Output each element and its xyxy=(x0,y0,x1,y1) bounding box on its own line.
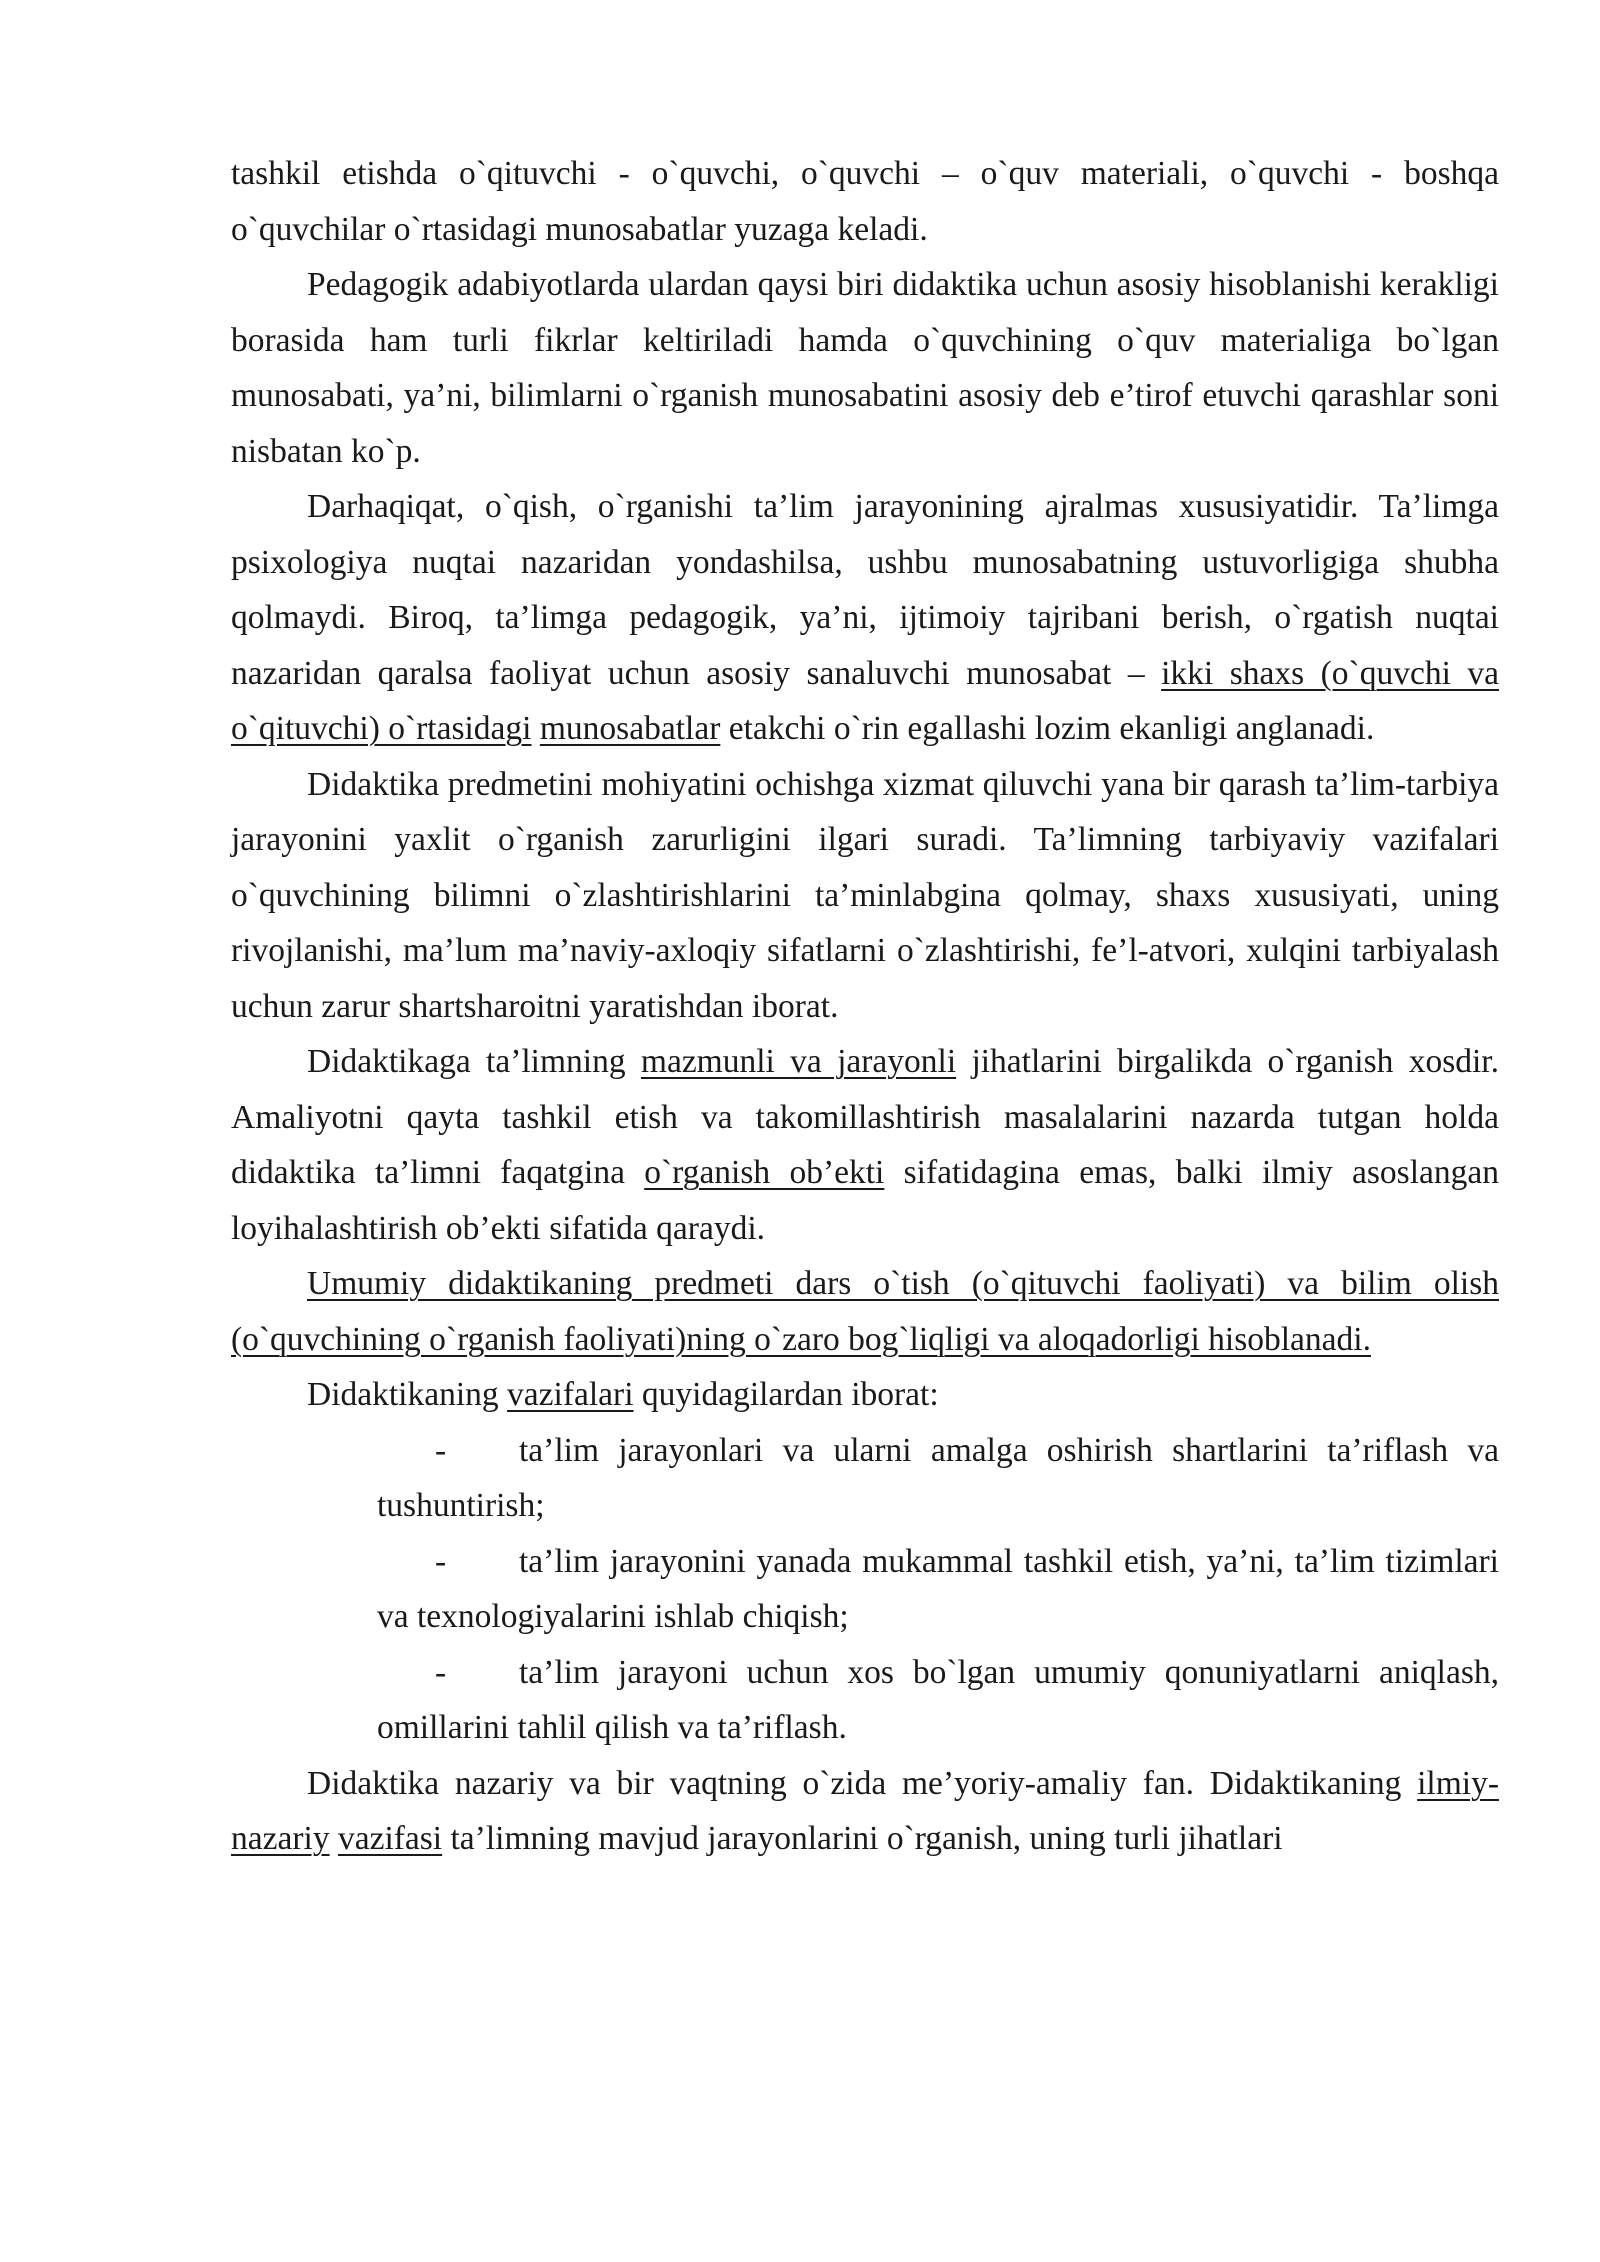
text-run: Didaktikaga ta’limning xyxy=(307,1043,641,1080)
text-run: Pedagogik adabiyotlarda ulardan qaysi biri didaktika uchun asosiy hisoblanishi kerakligi borasida ham turli fikrlar keltiriladi hamda o`quvchining o`quv materialiga bo`lgan munosabati, ya’ni, bilimlarni o`rganish munosabatini asosiy deb e’tirof etuvchi qarashlar soni nisbatan ko`p. xyxy=(231,266,1499,470)
paragraph xyxy=(231,479,1499,757)
text-run: sifatidagina emas, balki ilmiy asoslangan loyihalashtirish ob’ekti sifatida qaraydi. xyxy=(231,1154,1499,1247)
text-run: etakchi o`rin egallashi lozim ekanligi anglanadi. xyxy=(720,710,1375,747)
paragraph xyxy=(231,257,1499,479)
paragraphs-container xyxy=(231,146,1499,1423)
text-run: Didaktika predmetini mohiyatini ochishga xizmat qiluvchi yana bir qarash ta’lim-tarbiya jarayonini yaxlit o`rganish zarurligini ilgari suradi. Ta’limning tarbiyaviy vazifalari o`quvchining bilimni o`zlashtirishlarini ta’minlabgina qolmay, shaxs xususiyati, uning rivojlanishi, ma’lum ma’naviy-axloqiy sifatlarni o`zlashtirishi, fe’l-atvori, xulqini tarbiyalash uchun zarur shartsharoitni yaratishdan iborat. xyxy=(231,765,1499,1025)
text-run: Didaktika nazariy va bir vaqtning o`zida me’yoriy-amaliy fan. Didaktikaning xyxy=(307,1764,1418,1802)
text-run: quyidagilardan iborat: xyxy=(633,1376,939,1413)
text-run: Darhaqiqat, o`qish, o`rganishi ta’lim jarayonining ajralmas xususiyatidir. Ta’limga psixologiya nuqtai nazaridan yondashilsa, ushbu munosabatning ustuvorligiga shubha qolmaydi. Biroq, ta’limga pedagogik, ya’ni, ijtimoiy tajribani berish, o`rgatish nuqtai nazaridan qaralsa faoliyat uchun asosiy sanaluvchi munosabat – xyxy=(231,488,1499,692)
text-run xyxy=(532,710,540,747)
underlined-text: o`rganish ob’ekti xyxy=(644,1154,885,1191)
list-item-text: - ta’lim jarayoni uchun xos bo`lgan umumiy qonuniyatlarni aniqlash, omillarini tahlil qilish va ta’riflash. xyxy=(377,1653,1499,1746)
paragraph xyxy=(231,1256,1499,1367)
list-item-label: ta’lim jarayonlari va ularni amalga oshirish shartlarini ta’riflash va tushuntirish; xyxy=(377,1431,1499,1524)
underlined-text: Umumiy didaktikaning predmeti dars o`tish (o`qituvchi faoliyati) va bilim olish xyxy=(307,1265,1499,1302)
underlined-text: mazmunli va jarayonli xyxy=(640,1043,957,1080)
list-item-text: - ta’lim jarayonlari va ularni amalga oshirish shartlarini ta’riflash va tushuntirish; xyxy=(377,1431,1499,1524)
text-run: tashkil etishda o`qituvchi - o`quvchi, o`quvchi – o`quv materiali, o`quvchi - boshqa o`quvchilar o`rtasidagi munosabatlar yuzaga keladi. xyxy=(231,155,1499,248)
paragraph xyxy=(231,146,1499,257)
task-list xyxy=(231,1423,1499,1756)
underlined-text: (o`quvchining o`rganish faoliyati)ning o`zaro bog`liqligi va aloqadorligi hisoblanadi. xyxy=(231,1320,1371,1358)
paragraph xyxy=(231,1034,1499,1256)
underlined-text: munosabatlar xyxy=(539,710,721,747)
underlined-text: vazifalari xyxy=(507,1376,634,1413)
document-body xyxy=(231,146,1499,1867)
list-item-text: - ta’lim jarayonini yanada mukammal tashkil etish, ya’ni, ta’lim tizimlari va texnologiyalarini ishlab chiqish; xyxy=(377,1542,1499,1635)
text-run xyxy=(330,1820,338,1857)
paragraph xyxy=(231,757,1499,1035)
underlined-text: ikki shaxs (o`quvchi va o`qituvchi) o`rtasidagi xyxy=(231,654,1499,747)
text-run: Didaktikaning xyxy=(307,1376,508,1413)
text-run: jihatlarini birgalikda o`rganish xosdir. Amaliyotni qayta tashkil etish va takomillashtirish masalalarini nazarda tutgan holda didaktika ta’limni faqatgina xyxy=(231,1043,1499,1191)
text-run: ta’limning mavjud jarayonlarini o`rganish, uning turli jihatlari xyxy=(442,1820,1283,1857)
underlined-text: vazifasi xyxy=(337,1820,443,1857)
list-item xyxy=(377,1645,1499,1756)
list-item-label: ta’lim jarayonini yanada mukammal tashkil etish, ya’ni, ta’lim tizimlari va texnologiyalarini ishlab chiqish; xyxy=(377,1542,1499,1635)
paragraph xyxy=(231,1367,1499,1423)
list-item xyxy=(377,1534,1499,1645)
closing-paragraph xyxy=(231,1756,1499,1867)
underlined-text: ilmiy-nazariy xyxy=(231,1764,1499,1857)
list-item-label: ta’lim jarayoni uchun xos bo`lgan umumiy qonuniyatlarni aniqlash, omillarini tahlil qilish va ta’riflash. xyxy=(377,1653,1499,1746)
list-item xyxy=(377,1423,1499,1534)
